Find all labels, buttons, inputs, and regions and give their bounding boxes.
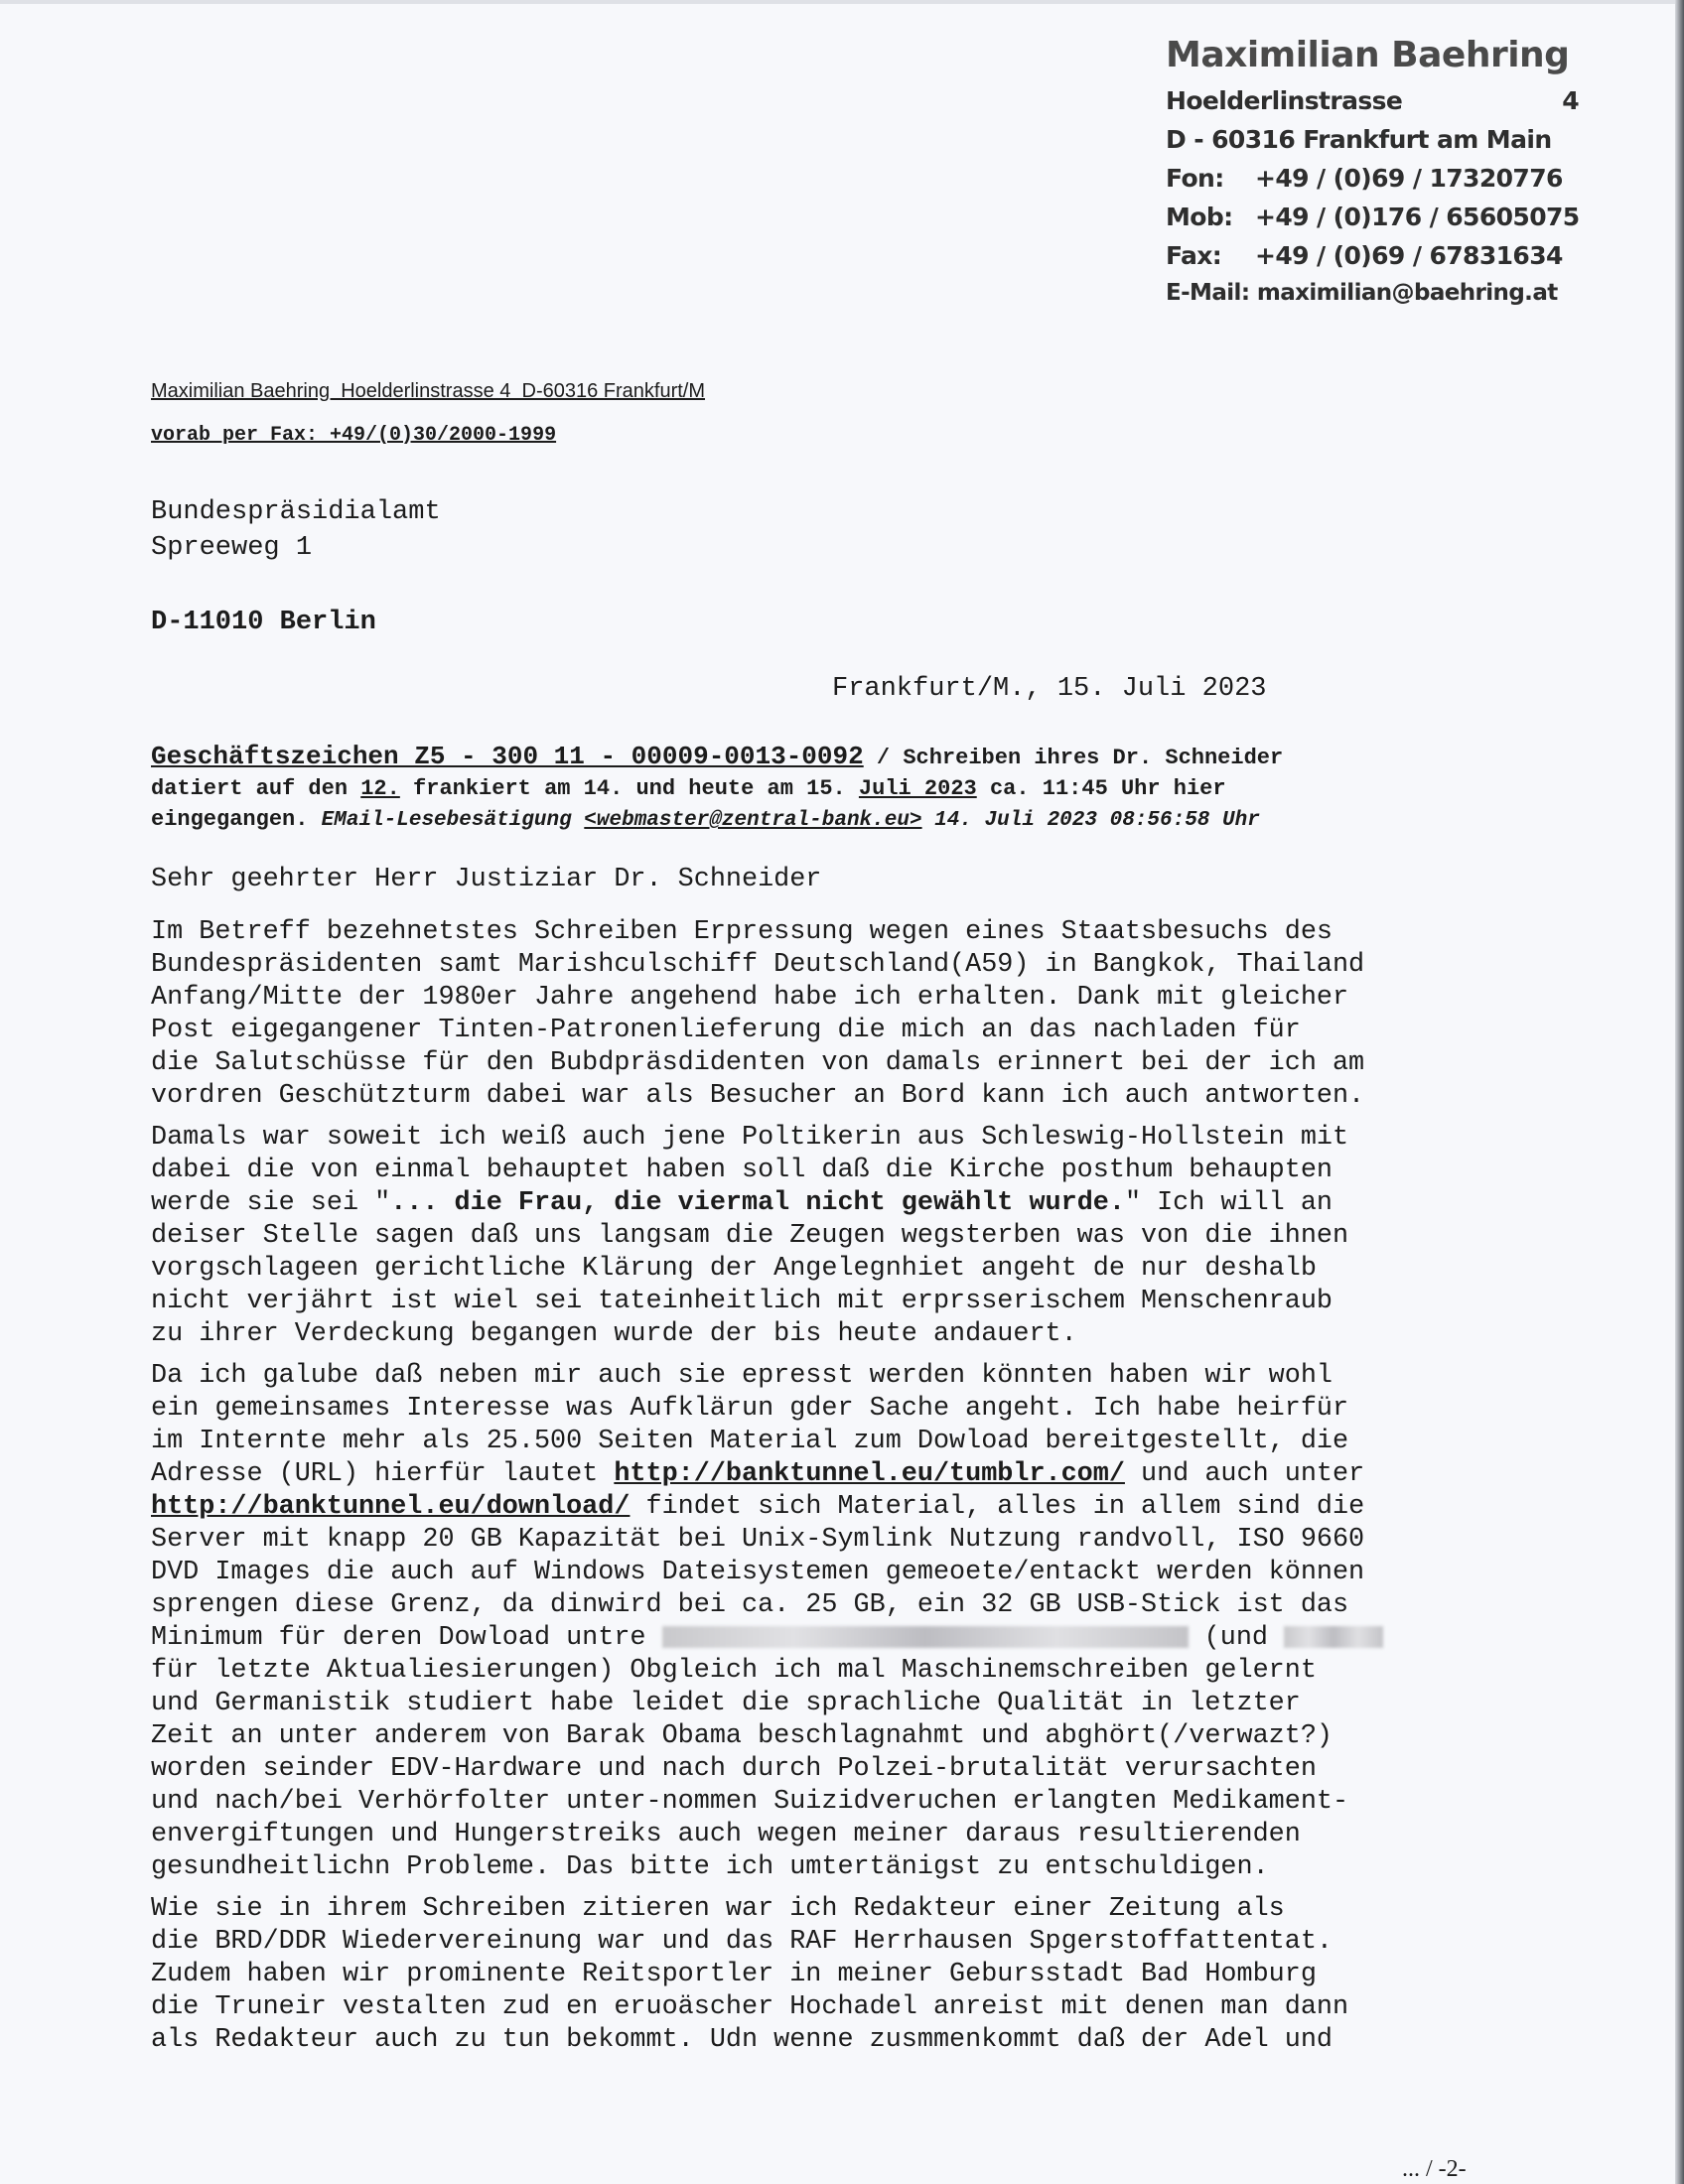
letterhead-house-number: 4 — [1562, 86, 1579, 115]
redacted-text — [662, 1626, 1189, 1648]
sender-return-line: Maximilian Baehring Hoelderlinstrasse 4 D-60316 Frankfurt/M — [151, 380, 706, 402]
body-line: Zudem haben wir prominente Reitsportler in meiner Gebursstadt Bad Homburg — [151, 1960, 1317, 1989]
mobile-number: +49 / (0)176 / 65605075 — [1255, 203, 1580, 231]
fax-number: +49 / (0)69 / 67831634 — [1255, 241, 1563, 270]
letterhead-name: Maximilian Baehring — [1166, 35, 1570, 75]
phone-number: +49 / (0)69 / 17320776 — [1255, 164, 1563, 193]
reference-month: Juli 2023 — [858, 776, 977, 801]
fax-label: Fax: — [1166, 241, 1222, 270]
letterhead-email: E-Mail: maximilian@baehring.at — [1166, 280, 1558, 306]
redacted-text — [1284, 1626, 1383, 1648]
reference-line-3 — [151, 804, 1481, 836]
body-line — [151, 1458, 1491, 1491]
recipient-address — [151, 494, 441, 566]
body-line: Da ich galube daß neben mir auch sie epresst werden könnten haben wir wohl — [151, 1361, 1333, 1391]
date-line: Frankfurt/M., 15. Juli 2023 — [832, 674, 1267, 704]
read-receipt-address: <webmaster@zentral-bank.eu> — [584, 809, 922, 832]
body-line: nicht verjährt ist wiel sei tateinheitlich mit erprsserischem Menschenraub — [151, 1287, 1333, 1316]
body-line: vordren Geschützturm dabei war als Besucher an Bord kann ich auch antworten. — [151, 1081, 1365, 1111]
body-line: die Salutschüsse für den Bubdpräsdidenten von damals erinnert bei der ich am — [151, 1048, 1365, 1078]
body-line: gesundheitlichn Probleme. Das bitte ich umtertänigst zu entschuldigen. — [151, 1852, 1269, 1882]
paragraph-2 — [151, 1122, 1491, 1351]
reference-number: Geschäftszeichen Z5 - 300 11 - 00009-0013-0092 — [151, 742, 864, 771]
reference-text: eingegangen. — [151, 807, 322, 832]
letterhead-street — [1166, 81, 1583, 120]
download-link-tumblr[interactable]: http://banktunnel.eu/tumblr.com/ — [614, 1459, 1125, 1489]
body-line: Im Betreff bezehnetstes Schreiben Erpressung wegen eines Staatsbesuchs des — [151, 917, 1333, 947]
body-text: Minimum für deren Dowload untre — [151, 1623, 662, 1653]
body-text: " Ich will an — [1124, 1188, 1333, 1218]
body-line: Anfang/Mitte der 1980er Jahre angehend habe ich erhalten. Dank mit gleicher — [151, 983, 1349, 1013]
reference-text: frankiert am 14. und heute am 15. — [399, 776, 859, 801]
reference-line-1-rest: / Schreiben ihres Dr. Schneider — [863, 746, 1284, 770]
body-line: und Germanistik studiert habe leidet die sprachliche Qualität in letzter — [151, 1689, 1301, 1718]
body-line: Zeit an unter anderem von Barak Obama beschlagnahmt und abghört(/verwazt?) — [151, 1721, 1333, 1751]
read-receipt-date: 14. Juli 2023 08:56:58 Uhr — [921, 809, 1260, 832]
salutation: Sehr geehrter Herr Justiziar Dr. Schneider — [151, 865, 822, 894]
recipient-city: D-11010 Berlin — [151, 608, 376, 637]
letterhead-mobile — [1166, 198, 1583, 236]
letterhead-fax — [1166, 236, 1583, 275]
letterhead-city: D - 60316 Frankfurt am Main — [1166, 125, 1552, 154]
body-text: und auch unter — [1124, 1459, 1365, 1489]
reference-line-1 — [151, 742, 1481, 773]
body-line: Server mit knapp 20 GB Kapazität bei Unix-Symlink Nutzung randvoll, ISO 9660 — [151, 1525, 1365, 1555]
body-text: findet sich Material, alles in allem sind die — [630, 1492, 1365, 1522]
body-line: Wie sie in ihrem Schreiben zitieren war ich Redakteur einer Zeitung als — [151, 1894, 1285, 1924]
letterhead — [1166, 30, 1583, 311]
body-line — [151, 1187, 1491, 1220]
body-line: für letzte Aktualiesierungen) Obgleich ich mal Maschinemschreiben gelernt — [151, 1656, 1317, 1686]
letterhead-phone — [1166, 159, 1583, 198]
letterhead-street-name: Hoelderlinstrasse — [1166, 86, 1403, 115]
paragraph-1 — [151, 916, 1491, 1113]
body-line: die BRD/DDR Wiedervereinung war und das RAF Herrhausen Spgerstoffattentat. — [151, 1927, 1333, 1957]
body-line — [151, 1622, 1491, 1655]
paragraph-3 — [151, 1360, 1491, 1884]
phone-label: Fon: — [1166, 164, 1224, 193]
body-line: ein gemeinsames Interesse was Aufklärun gder Sache angeht. Ich habe heirfür — [151, 1394, 1349, 1424]
body-line: vorgschlageen gerichtliche Klärung der Angelegnhiet angeht de nur deshalb — [151, 1254, 1317, 1284]
body-line: Bundespräsidenten samt Marishculschiff Deutschland(A59) in Bangkok, Thailand — [151, 950, 1365, 980]
recipient-line-1: Bundespräsidialamt — [151, 497, 441, 527]
body-text: Adresse (URL) hierfür lautet — [151, 1459, 615, 1489]
page-continuation: ... / -2- — [1402, 2156, 1467, 2182]
body-line: im Internte mehr als 25.500 Seiten Material zum Dowload bereitgestellt, die — [151, 1427, 1349, 1456]
body-line: dabei die von einmal behauptet haben soll daß die Kirche posthum behaupten — [151, 1156, 1333, 1185]
mobile-label: Mob: — [1166, 203, 1233, 231]
reference-text: ca. 11:45 Uhr hier — [976, 776, 1226, 801]
paragraph-4 — [151, 1893, 1491, 2057]
scan-right-edge — [1675, 0, 1684, 2184]
body-line: zu ihrer Verdeckung begangen wurde der bis heute andauert. — [151, 1319, 1077, 1349]
reference-block — [151, 742, 1481, 836]
scan-top-edge — [0, 0, 1684, 4]
body-line: envergiftungen und Hungerstreiks auch wegen meiner daraus resultierenden — [151, 1820, 1301, 1849]
body-line: und nach/bei Verhörfolter unter-nommen Suizidveruchen erlangten Medikament- — [151, 1787, 1349, 1817]
recipient-line-2: Spreeweg 1 — [151, 533, 313, 563]
read-receipt-label: EMail-Lesebesätigung — [321, 809, 585, 832]
quote-bold: ... die Frau, die viermal nicht gewählt wurde. — [390, 1188, 1125, 1218]
body-text: (und — [1188, 1623, 1285, 1653]
body-line: worden seinder EDV-Hardware und nach durch Polzei-brutalität verursachten — [151, 1754, 1317, 1784]
reference-text: datiert auf den — [151, 776, 361, 801]
body-line: Post eigegangener Tinten-Patronenlieferung die mich an das nachladen für — [151, 1016, 1301, 1045]
body-line: sprengen diese Grenz, da dinwird bei ca. 25 GB, ein 32 GB USB-Stick ist das — [151, 1590, 1349, 1620]
reference-line-2 — [151, 773, 1481, 804]
body-text: werde sie sei " — [151, 1188, 391, 1218]
body-line — [151, 1491, 1491, 1524]
body-line: deiser Stelle sagen daß uns langsam die Zeugen wegsterben was von die ihnen — [151, 1221, 1349, 1251]
download-link[interactable]: http://banktunnel.eu/download/ — [151, 1492, 631, 1522]
body-line: die Truneir vestalten zud en eruoäscher Hochadel anreist mit denen man dann — [151, 1992, 1349, 2022]
fax-advance-line: vorab per Fax: +49/(0)30/2000-1999 — [151, 424, 557, 447]
body-line: Damals war soweit ich weiß auch jene Poltikerin aus Schleswig-Hollstein mit — [151, 1123, 1349, 1153]
body-line: als Redakteur auch zu tun bekommt. Udn wenne zusmmenkommt daß der Adel und — [151, 2025, 1333, 2055]
letter-body — [151, 864, 1491, 2066]
body-line: DVD Images die auch auf Windows Dateisystemen gemeoete/entackt werden können — [151, 1558, 1365, 1587]
reference-day: 12. — [360, 776, 400, 801]
